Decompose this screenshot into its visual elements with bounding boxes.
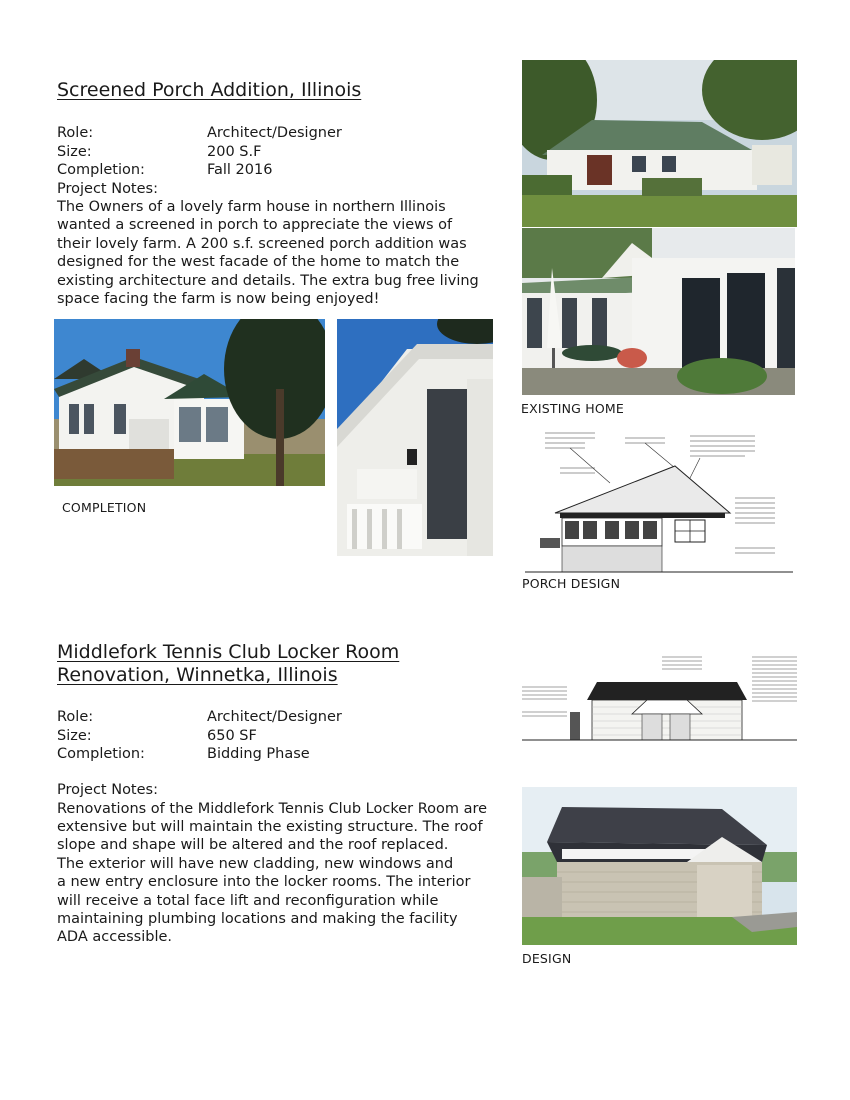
- completion-value: Bidding Phase: [207, 746, 310, 762]
- project1-title: Screened Porch Addition, Illinois: [57, 79, 362, 101]
- role-value: Architect/Designer: [207, 125, 342, 141]
- project2-meta: [57, 708, 342, 764]
- role-row: [57, 124, 479, 143]
- project1-meta: [57, 124, 479, 308]
- completion-row: [57, 161, 479, 180]
- role-value: Architect/Designer: [207, 709, 342, 725]
- size-value: 650 SF: [207, 727, 257, 744]
- completion-label: Completion:: [57, 162, 145, 178]
- caption-design: DESIGN: [522, 951, 572, 966]
- role-row: [57, 708, 342, 727]
- caption-completion: COMPLETION: [62, 500, 147, 515]
- role-label: Role:: [57, 125, 94, 141]
- project-notes-text: Renovations of the Middlefork Tennis Club Locker Room are extensive but will maintain the existing structure. The roof slope and shape will be altered and the roof replaced. The exterior will have new cladding, new windows and a new entry enclosure into the locker rooms. The interior will receive a total face lift and reconfiguration while maintaining plumbing locations and making the facility ADA accessible.: [57, 800, 488, 946]
- existing-home-side-photo: [522, 228, 795, 395]
- project-notes-text: The Owners of a lovely farm house in northern Illinois wanted a screened in porch to appreciate the views of their lovely farm. A 200 s.f. screened porch addition was designed for the west facade of the home to match the existing architecture and details. The extra bug free living space facing the farm is now being enjoyed!: [57, 199, 479, 308]
- locker-room-elevation-drawing: [522, 652, 797, 742]
- size-row: [57, 143, 479, 162]
- project2-title-line2: Renovation, Winnetka, Illinois: [57, 664, 338, 686]
- completion-photo: [54, 319, 325, 486]
- completion-label: Completion:: [57, 746, 145, 762]
- caption-porch-design: PORCH DESIGN: [522, 576, 621, 591]
- size-value: 200 S.F: [207, 143, 262, 160]
- locker-room-design-render: [522, 787, 797, 945]
- porch-detail-photo: [337, 319, 493, 556]
- size-row: [57, 727, 342, 746]
- project-notes-label: Project Notes:: [57, 180, 158, 197]
- completion-row: [57, 745, 342, 764]
- size-label: Size:: [57, 143, 92, 160]
- caption-existing-home: EXISTING HOME: [521, 401, 624, 416]
- completion-value: Fall 2016: [207, 162, 273, 178]
- size-label: Size:: [57, 727, 92, 744]
- project2-title-line1: Middlefork Tennis Club Locker Room: [57, 641, 400, 663]
- role-label: Role:: [57, 709, 94, 725]
- existing-home-front-photo: [522, 60, 797, 227]
- porch-design-elevation-drawing: [525, 428, 793, 574]
- project-notes-label: Project Notes:: [57, 782, 158, 798]
- project2-notes: [57, 781, 487, 947]
